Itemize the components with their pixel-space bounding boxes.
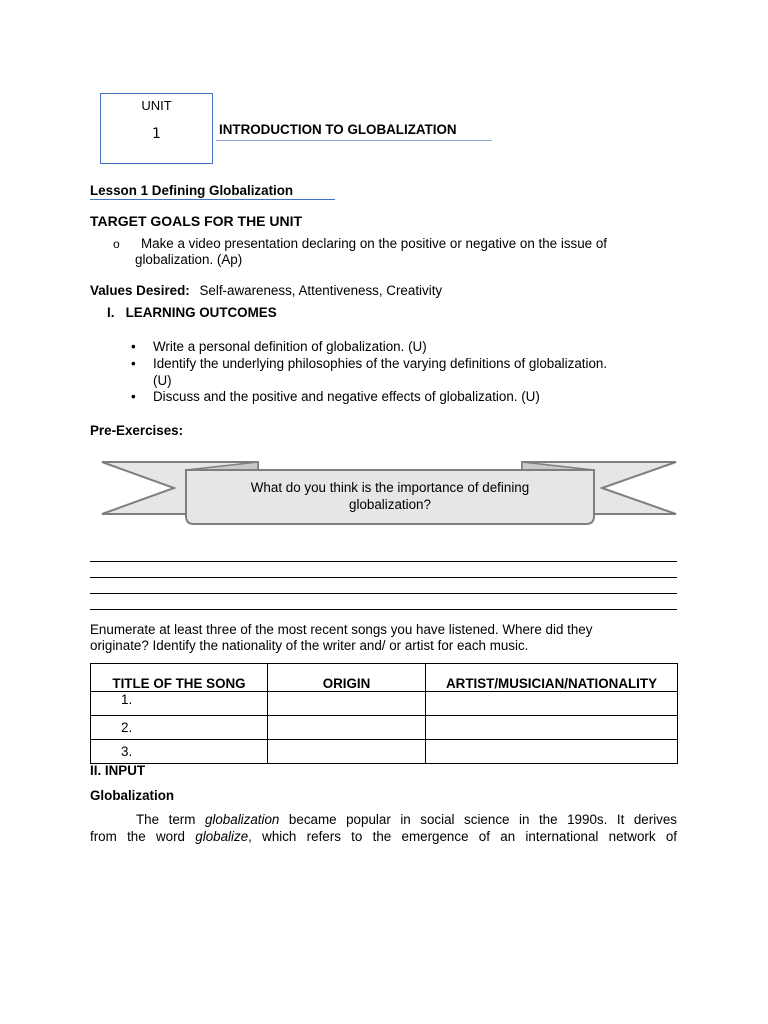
answer-line[interactable]	[90, 561, 677, 562]
artist-cell[interactable]	[426, 716, 678, 740]
outcome-item-continued: (U)	[153, 373, 172, 388]
lesson-title: Lesson 1 Defining Globalization	[90, 183, 294, 198]
paragraph-line-2	[90, 829, 677, 844]
unit-title: INTRODUCTION TO GLOBALIZATION	[219, 122, 457, 137]
outcome-item: Discuss and the positive and negative effects of globalization. (U)	[153, 389, 540, 404]
outcome-bullet: •	[131, 356, 136, 371]
banner-question	[186, 479, 594, 513]
enumerate-line-2: originate? Identify the nationality of the writer and/ or artist for each music.	[90, 638, 529, 653]
values-desired	[90, 283, 442, 298]
pre-exercises-heading: Pre-Exercises:	[90, 423, 184, 438]
origin-cell[interactable]	[268, 716, 426, 740]
paragraph-text: The term	[136, 812, 205, 827]
paragraph-term: globalization	[204, 812, 280, 827]
paragraph-text: became popular in social science in the 1990s. It derives	[279, 812, 678, 827]
unit-label: UNIT	[141, 98, 172, 113]
input-heading: II. INPUT	[90, 763, 146, 778]
origin-cell[interactable]	[268, 692, 426, 716]
answer-line[interactable]	[90, 577, 677, 578]
row-number: 2.	[91, 716, 268, 740]
outcome-bullet: •	[131, 389, 136, 404]
col-header-origin: ORIGIN	[268, 664, 426, 692]
table-row	[91, 716, 678, 740]
unit-title-underline	[216, 140, 492, 141]
answer-line[interactable]	[90, 593, 677, 594]
artist-cell[interactable]	[426, 740, 678, 764]
enumerate-line-1: Enumerate at least three of the most recent songs you have listened. Where did they	[90, 622, 593, 637]
values-label: Values Desired:	[90, 283, 190, 298]
table-row	[91, 692, 678, 716]
row-number: 1.	[91, 692, 268, 716]
lesson-title-underline	[90, 199, 335, 200]
unit-number: 1	[152, 126, 161, 142]
paragraph-line-1	[136, 812, 677, 827]
values-text: Self-awareness, Attentiveness, Creativity	[199, 283, 443, 298]
outcome-item: Write a personal definition of globalization. (U)	[153, 339, 427, 354]
answer-line[interactable]	[90, 609, 677, 610]
artist-cell[interactable]	[426, 692, 678, 716]
col-header-artist: ARTIST/MUSICIAN/NATIONALITY	[426, 664, 678, 692]
col-header-title: TITLE OF THE SONG	[91, 664, 268, 692]
goal-bullet: o	[113, 237, 120, 251]
target-goals-heading: TARGET GOALS FOR THE UNIT	[90, 213, 303, 229]
table-row	[91, 740, 678, 764]
table-header-row	[91, 664, 678, 692]
origin-cell[interactable]	[268, 740, 426, 764]
paragraph-term: globalize	[195, 829, 249, 844]
learning-outcomes-heading: I. LEARNING OUTCOMES	[107, 305, 277, 320]
row-number: 3.	[91, 740, 268, 764]
paragraph-text: , which refers to the emergence of an international network of	[248, 829, 677, 844]
outcome-bullet: •	[131, 339, 136, 354]
song-table	[90, 663, 678, 764]
banner-question-line1: What do you think is the importance of defining	[250, 480, 530, 495]
goal-line-1: Make a video presentation declaring on the positive or negative on the issue of	[141, 236, 607, 251]
input-subheading: Globalization	[90, 788, 175, 803]
paragraph-text: from the word	[90, 829, 196, 844]
outcome-item: Identify the underlying philosophies of the varying definitions of globalization.	[153, 356, 608, 371]
unit-box	[100, 93, 213, 164]
banner-question-line2: globalization?	[349, 497, 431, 512]
goal-line-2: globalization. (Ap)	[135, 252, 243, 267]
